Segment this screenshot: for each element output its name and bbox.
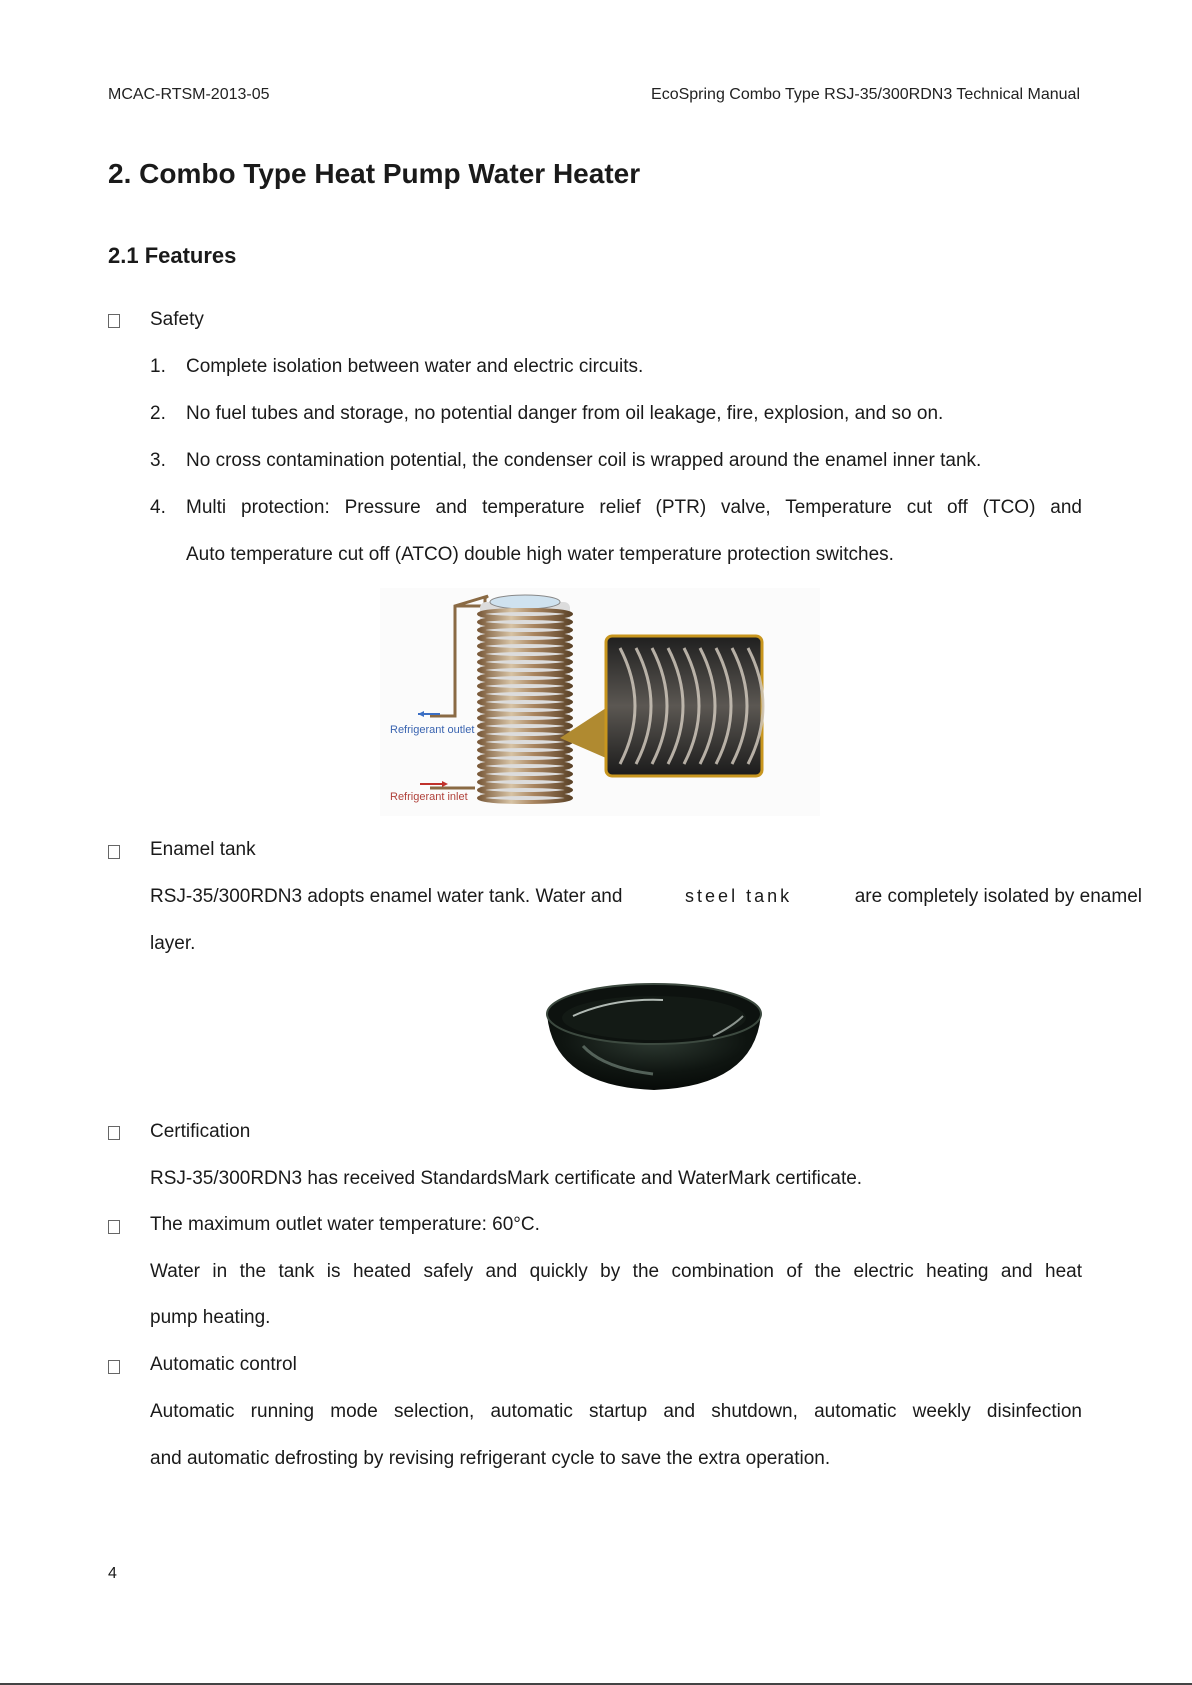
subsection-title: 2.1 Features	[108, 243, 237, 268]
bullet-icon	[108, 1220, 120, 1234]
max-temperature-text: pump heating.	[150, 1307, 271, 1328]
list-item: Complete isolation between water and electric circuits.	[186, 356, 644, 377]
bullet-icon	[108, 845, 120, 859]
certification-heading: Certification	[150, 1121, 251, 1142]
bullet-icon	[108, 1126, 120, 1140]
enamel-tank-image	[543, 976, 765, 1096]
bullet-icon	[108, 314, 120, 328]
bullet-icon	[108, 1360, 120, 1374]
section-title: 2. Combo Type Heat Pump Water Heater	[108, 158, 641, 189]
document-title: EcoSpring Combo Type RSJ-35/300RDN3 Technical Manual	[651, 86, 1080, 103]
automatic-control-text: and automatic defrosting by revising refrigerant cycle to save the extra operation.	[150, 1448, 831, 1469]
list-number: 2.	[150, 403, 166, 424]
list-item-continuation: Auto temperature cut off (ATCO) double high water temperature protection switches.	[186, 544, 894, 565]
list-number: 4.	[150, 497, 166, 518]
safety-heading: Safety	[150, 309, 204, 330]
refrigerant-inlet-label: Refrigerant inlet	[390, 791, 468, 803]
list-item: Multi protection: Pressure and temperature relief (PTR) valve, Temperature cut off (TCO) and	[186, 497, 1082, 518]
page-number: 4	[108, 1565, 117, 1582]
certification-text: RSJ-35/300RDN3 has received StandardsMark certificate and WaterMark certificate.	[150, 1168, 863, 1189]
list-number: 3.	[150, 450, 166, 471]
enamel-text-a: RSJ-35/300RDN3 adopts enamel water tank. Water and	[150, 886, 623, 907]
enamel-heading: Enamel tank	[150, 839, 256, 860]
automatic-control-heading: Automatic control	[150, 1354, 297, 1375]
enamel-text-b: steel tank	[685, 886, 793, 906]
refrigerant-outlet-label: Refrigerant outlet	[390, 724, 475, 736]
automatic-control-text: Automatic running mode selection, automatic startup and shutdown, automatic weekly disinfection	[150, 1401, 1082, 1422]
list-item: No fuel tubes and storage, no potential danger from oil leakage, fire, explosion, and so on.	[186, 403, 944, 424]
list-item: No cross contamination potential, the condenser coil is wrapped around the enamel inner tank.	[186, 450, 982, 471]
enamel-paragraph-line	[150, 886, 1142, 909]
max-temperature-text: Water in the tank is heated safely and quickly by the combination of the electric heating and heat	[150, 1261, 1082, 1282]
list-number: 1.	[150, 356, 166, 377]
enamel-paragraph-line: layer.	[150, 933, 196, 954]
document-code: MCAC-RTSM-2013-05	[108, 86, 270, 103]
max-temperature-heading: The maximum outlet water temperature: 60°C.	[150, 1214, 540, 1235]
condenser-coil-figure	[380, 588, 820, 816]
enamel-text-c: are completely isolated by enamel	[854, 886, 1142, 907]
